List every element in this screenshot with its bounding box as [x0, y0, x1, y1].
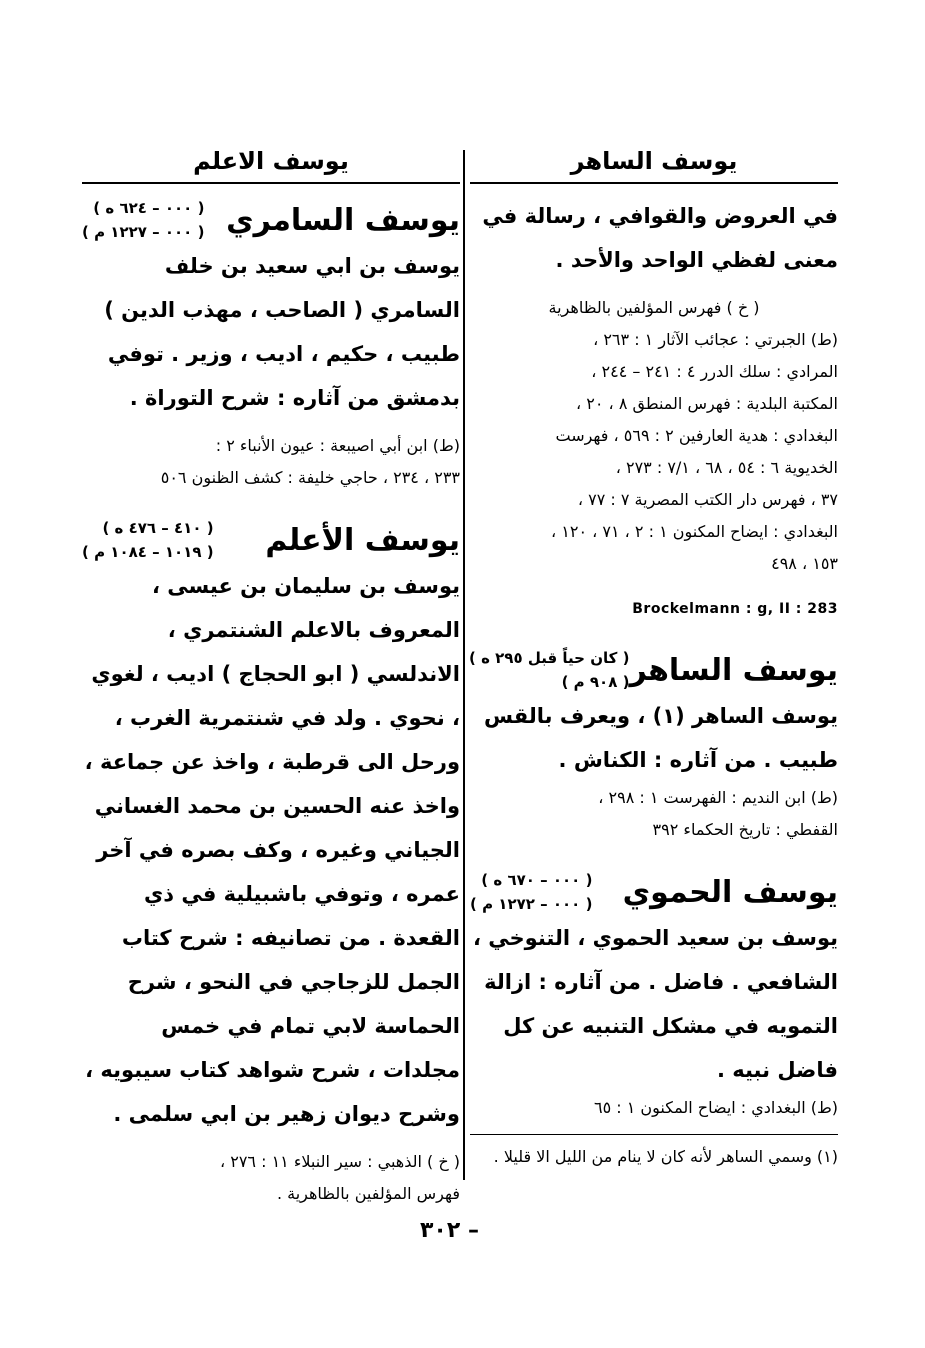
- reference-line: المكتبة البلدية : فهرس المنطق ٨ ، ٢٠ ،: [576, 394, 838, 413]
- right-column-header: يوسف الساهر: [470, 140, 838, 184]
- reference-line: ( خ ) الذهبي : سير النبلاء ١١ : ٢٧٦ ،: [219, 1152, 460, 1171]
- dates-hijri: ( ٠٠٠ – ٦٢٤ ه ): [93, 199, 205, 217]
- brockelmann-reference: Brockelmann : g, II : 283: [632, 601, 838, 617]
- entry-name: يوسف الساهر: [629, 652, 838, 688]
- entry-dates: [82, 516, 214, 564]
- entry-text: يوسف الساهر (١) ، ويعرف بالقس طبيب . من آثاره : الكناش .: [484, 704, 838, 772]
- dates-hijri: ( ٤١٠ – ٤٧٦ ه ): [102, 519, 214, 537]
- entry-text: يوسف بن ابي سعيد بن خلف السامري ( الصاحب ، مهذب الدين ) طبيب ، حكيم ، اديب ، وزير . توفي بدمشق من آثاره : شرح التوراة .: [104, 254, 460, 410]
- entry-name: يوسف الأعلم: [265, 522, 460, 558]
- entry-dates: [470, 868, 592, 916]
- reference-line: (ط) البغدادي : ايضاح المكنون ١ : ٦٥: [593, 1098, 838, 1117]
- reference-line: (ط) ابن النديم : الفهرست ١ : ٢٩٨ ،: [598, 788, 838, 807]
- column-divider: [463, 150, 465, 1180]
- reference-line: ( خ ) فهرس المؤلفين بالظاهرية: [548, 298, 760, 317]
- entry-name: يوسف السامري: [226, 202, 460, 238]
- entry-dates: [469, 646, 629, 694]
- dates-ce: ( ٠٠٠ – ١٢٢٧ م ): [82, 223, 205, 241]
- entry-heading: [470, 646, 838, 694]
- page-number: – ٣٠٢: [420, 1218, 479, 1243]
- left-column-header: يوسف الاعلم: [82, 140, 460, 184]
- right-column: [470, 140, 838, 1173]
- reference-line: ١٥٣ ، ٤٩٨: [771, 554, 838, 573]
- footnote: (١) وسمي الساهر لأنه كان لا ينام من الليل الا قليلا .: [470, 1134, 838, 1173]
- reference-line: ٢٣٣ ، ٢٣٤ ، حاجي خليفة : كشف الظنون ٥٠٦: [160, 468, 460, 487]
- intro-references: [470, 292, 838, 580]
- entry-dates: [82, 196, 204, 244]
- reference-line: الخديوية ٦ : ٥٤ ، ٦٨ ، ٧/١ : ٢٧٣ ،: [615, 458, 838, 477]
- left-column: [82, 140, 460, 1210]
- dates-hijri: ( كان حياً قبل ٢٩٥ ه ): [469, 649, 630, 667]
- reference-line: المرادي : سلك الدرر ٤ : ٢٤١ – ٢٤٤ ،: [591, 362, 838, 381]
- entry-text: يوسف بن سليمان بن عيسى ، المعروف بالاعلم الشنتمري ، الاندلسي ( ابو الحجاج ) اديب ، لغوي ، نحوي . ولد في شنتمرية الغرب ، ورحل الى قرطبة ، واخذ عن جماعة ، واخذ عنه الحسين بن محمد الغساني الجياني وغيره ، وكف بصره في آخر عمره ، وتوفي باشبيلية في ذي القعدة . من تصانيفه : شرح كتاب الجمل للزجاجي في النحو ، شرح الحماسة لابي تمام في خمس مجلدات ، شرح شواهد كتاب سيبويه ، وشرح ديوان زهير بن ابي سلمى .: [84, 574, 460, 1126]
- dates-hijri: ( ٠٠٠ – ٦٧٠ ه ): [481, 871, 593, 889]
- dates-ce: ( ١٠١٩ – ١٠٨٤ م ): [82, 543, 214, 561]
- entry-heading: [82, 196, 460, 244]
- reference-line: البغدادي : هدية العارفين ٢ : ٥٦٩ ، فهرست: [555, 426, 838, 445]
- entry-heading: [82, 516, 460, 564]
- dates-ce: ( ٩٠٨ م ): [561, 673, 630, 691]
- intro-text: في العروض والقوافي ، رسالة في معنى لفظي الواحد والأحد .: [482, 204, 838, 272]
- reference-line: (ط) ابن أبي اصيبعة : عيون الأنباء ٢ :: [215, 436, 460, 455]
- entry-text: يوسف بن سعيد الحموي ، التنوخي ، الشافعي . فاضل . من آثاره : ازالة التمويه في مشكل التنبيه عن كل فاضل نبيه .: [472, 926, 838, 1082]
- reference-line: القفطي : تاريخ الحكماء ٣٩٢: [652, 820, 838, 839]
- reference-line: فهرس المؤلفين بالظاهرية .: [276, 1184, 460, 1203]
- reference-line: البغدادي : ايضاح المكنون ١ : ٢ ، ٧١ ، ١٢٠ ،: [551, 522, 838, 541]
- dates-ce: ( ٠٠٠ – ١٢٧٢ م ): [470, 895, 593, 913]
- entry-heading: [470, 868, 838, 916]
- reference-line: ٣٧ ، فهرس دار الكتب المصرية ٧ : ٧٧ ،: [577, 490, 838, 509]
- entry-name: يوسف الحموي: [622, 874, 838, 910]
- reference-line: (ط) الجبرتي : عجائب الآثار ١ : ٢٦٣ ،: [593, 330, 838, 349]
